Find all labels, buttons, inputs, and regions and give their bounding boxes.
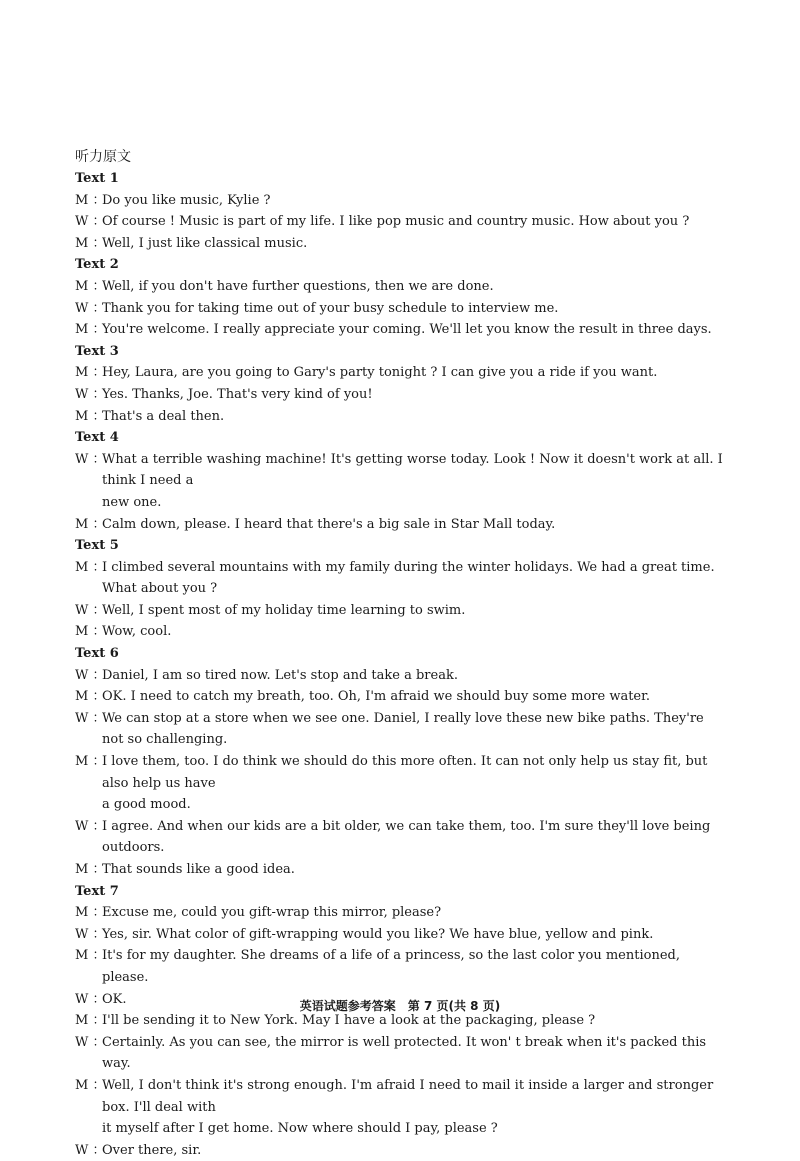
utterance-text: Yes. Thanks, Joe. That's very kind of you!	[102, 386, 373, 402]
dialogue-line	[75, 298, 725, 320]
speaker-label: M ：	[75, 365, 106, 381]
dialogue-line	[75, 1075, 725, 1118]
dialogue-line	[75, 276, 725, 298]
utterance-text: Hey, Laura, are you going to Gary's party tonight ? I can give you a ride if you want.	[102, 365, 658, 381]
text-section	[75, 881, 725, 1161]
utterance-text: Well, I spent most of my holiday time learning to swim.	[102, 602, 466, 618]
dialogue-line	[75, 945, 725, 988]
dialogue-line	[75, 384, 725, 406]
utterance-text: That's a deal then.	[102, 408, 225, 424]
utterance-text: Calm down, please. I heard that there's a big sale in Star Mall today.	[102, 516, 556, 532]
speaker-label: M ：	[75, 1013, 106, 1029]
text-section-title: Text 2	[75, 257, 119, 273]
dialogue-line	[75, 1032, 725, 1075]
speaker-label: M ：	[75, 559, 106, 575]
dialogue-line	[75, 751, 725, 794]
utterance-text: I love them, too. I do think we should do this more often. It can not only help us stay fit, but also help us have	[102, 754, 708, 791]
dialogue-line	[75, 1140, 725, 1161]
dialogue-line	[75, 665, 725, 687]
utterance-text: Of course ! Music is part of my life. I like pop music and country music. How about you ?	[102, 214, 690, 230]
utterance-text: I agree. And when our kids are a bit older, we can take them, too. I'm sure they'll love being outdoors.	[102, 818, 711, 856]
speaker-label: M ：	[75, 235, 106, 251]
text-section-title: Text 6	[75, 646, 119, 662]
utterance-text: Over there, sir.	[102, 1142, 202, 1158]
utterance-text: Excuse me, could you gift-wrap this mirror, please?	[102, 905, 442, 921]
utterance-text: We can stop at a store when we see one. Daniel, I really love these new bike paths. They're not so challenging.	[102, 710, 704, 748]
speaker-label: W ：	[75, 926, 106, 942]
speaker-label: M ：	[75, 948, 106, 964]
utterance-text: It's for my daughter. She dreams of a life of a princess, so the last color you mentioned, please.	[102, 948, 680, 985]
utterance-text: I climbed several mountains with my family during the winter holidays. We had a great time. What about you ?	[102, 559, 715, 597]
dialogue-line	[75, 924, 725, 946]
utterance-continuation: it myself after I get home. Now where should I pay, please ?	[102, 1121, 498, 1137]
text-section-title: Text 1	[75, 171, 119, 186]
text-section	[75, 341, 725, 427]
speaker-label: M ：	[75, 322, 106, 338]
dialogue-line	[75, 859, 725, 881]
speaker-label: W ：	[75, 710, 106, 726]
utterance-text: OK. I need to catch my breath, too. Oh, I'm afraid we should buy some more water.	[102, 689, 651, 705]
utterance-text: What a terrible washing machine! It's getting worse today. Look ! Now it doesn't work at all. I think I need a	[102, 451, 723, 489]
speaker-label: M ：	[75, 516, 106, 532]
speaker-label: M ：	[75, 192, 106, 208]
utterance-text: You're welcome. I really appreciate your coming. We'll let you know the result in three days.	[102, 322, 712, 338]
speaker-label: W ：	[75, 300, 106, 316]
speaker-label: M ：	[75, 408, 106, 424]
speaker-label: W ：	[75, 451, 106, 467]
utterance-text: OK.	[102, 991, 127, 1007]
speaker-label: W ：	[75, 214, 106, 230]
page-footer: 英语试题参考答案 第 7 页(共 8 页)	[299, 999, 501, 1013]
dialogue-line	[75, 362, 725, 384]
utterance-text: Wow, cool.	[102, 624, 172, 640]
utterance-text: Do you like music, Kylie ?	[102, 192, 271, 208]
dialogue-line	[75, 319, 725, 341]
text-section	[75, 535, 725, 643]
utterance-text: Certainly. As you can see, the mirror is well protected. It won' t break when it's packed this way.	[102, 1034, 707, 1072]
dialogue-line	[75, 600, 725, 622]
text-section-title: Text 3	[75, 343, 119, 359]
speaker-label: W ：	[75, 1142, 106, 1158]
utterance-text: Thank you for taking time out of your busy schedule to interview me.	[102, 300, 559, 316]
speaker-label: W ：	[75, 1034, 106, 1050]
speaker-label: M ：	[75, 905, 106, 921]
speaker-label: M ：	[75, 754, 106, 770]
speaker-label: W ：	[75, 818, 106, 834]
dialogue-line	[75, 708, 725, 751]
dialogue-line	[75, 816, 725, 859]
utterance-text: Well, I don't think it's strong enough. I'm afraid I need to mail it inside a larger and stronger box. I'll deal with	[102, 1077, 714, 1115]
utterance-continuation: a good mood.	[102, 797, 191, 813]
text-section	[75, 168, 725, 254]
text-section	[75, 643, 725, 881]
dialogue-line	[75, 902, 725, 924]
text-section	[75, 254, 725, 340]
speaker-label: M ：	[75, 862, 106, 877]
utterance-text: That sounds like a good idea.	[102, 862, 295, 877]
speaker-label: M ：	[75, 624, 106, 640]
speaker-label: M ：	[75, 1077, 106, 1093]
utterance-continuation: new one.	[102, 494, 162, 510]
utterance-text: I'll be sending it to New York. May I have a look at the packaging, please ?	[102, 1013, 596, 1029]
dialogue-line	[75, 621, 725, 643]
utterance-text: Yes, sir. What color of gift-wrapping would you like? We have blue, yellow and pink.	[102, 926, 654, 942]
utterance-text: Well, I just like classical music.	[102, 235, 308, 251]
speaker-label: M ：	[75, 278, 106, 294]
dialogue-line	[75, 406, 725, 428]
speaker-label: M ：	[75, 689, 106, 705]
page-heading: 听力原文	[75, 149, 131, 165]
text-section	[75, 427, 725, 535]
utterance-text: Daniel, I am so tired now. Let's stop and take a break.	[102, 667, 458, 683]
speaker-label: W ：	[75, 991, 106, 1007]
text-section-title: Text 5	[75, 538, 119, 554]
dialogue-line	[75, 211, 725, 233]
speaker-label: W ：	[75, 386, 106, 402]
utterance-text: Well, if you don't have further questions, then we are done.	[102, 278, 494, 294]
dialogue-line	[75, 686, 725, 708]
text-section-title: Text 4	[75, 430, 119, 446]
speaker-label: W ：	[75, 602, 106, 618]
dialogue-line	[75, 233, 725, 255]
dialogue-line	[75, 190, 725, 212]
dialogue-line	[75, 514, 725, 536]
dialogue-line	[75, 557, 725, 600]
dialogue-line	[75, 449, 725, 492]
text-section-title: Text 7	[75, 883, 119, 899]
speaker-label: W ：	[75, 667, 106, 683]
